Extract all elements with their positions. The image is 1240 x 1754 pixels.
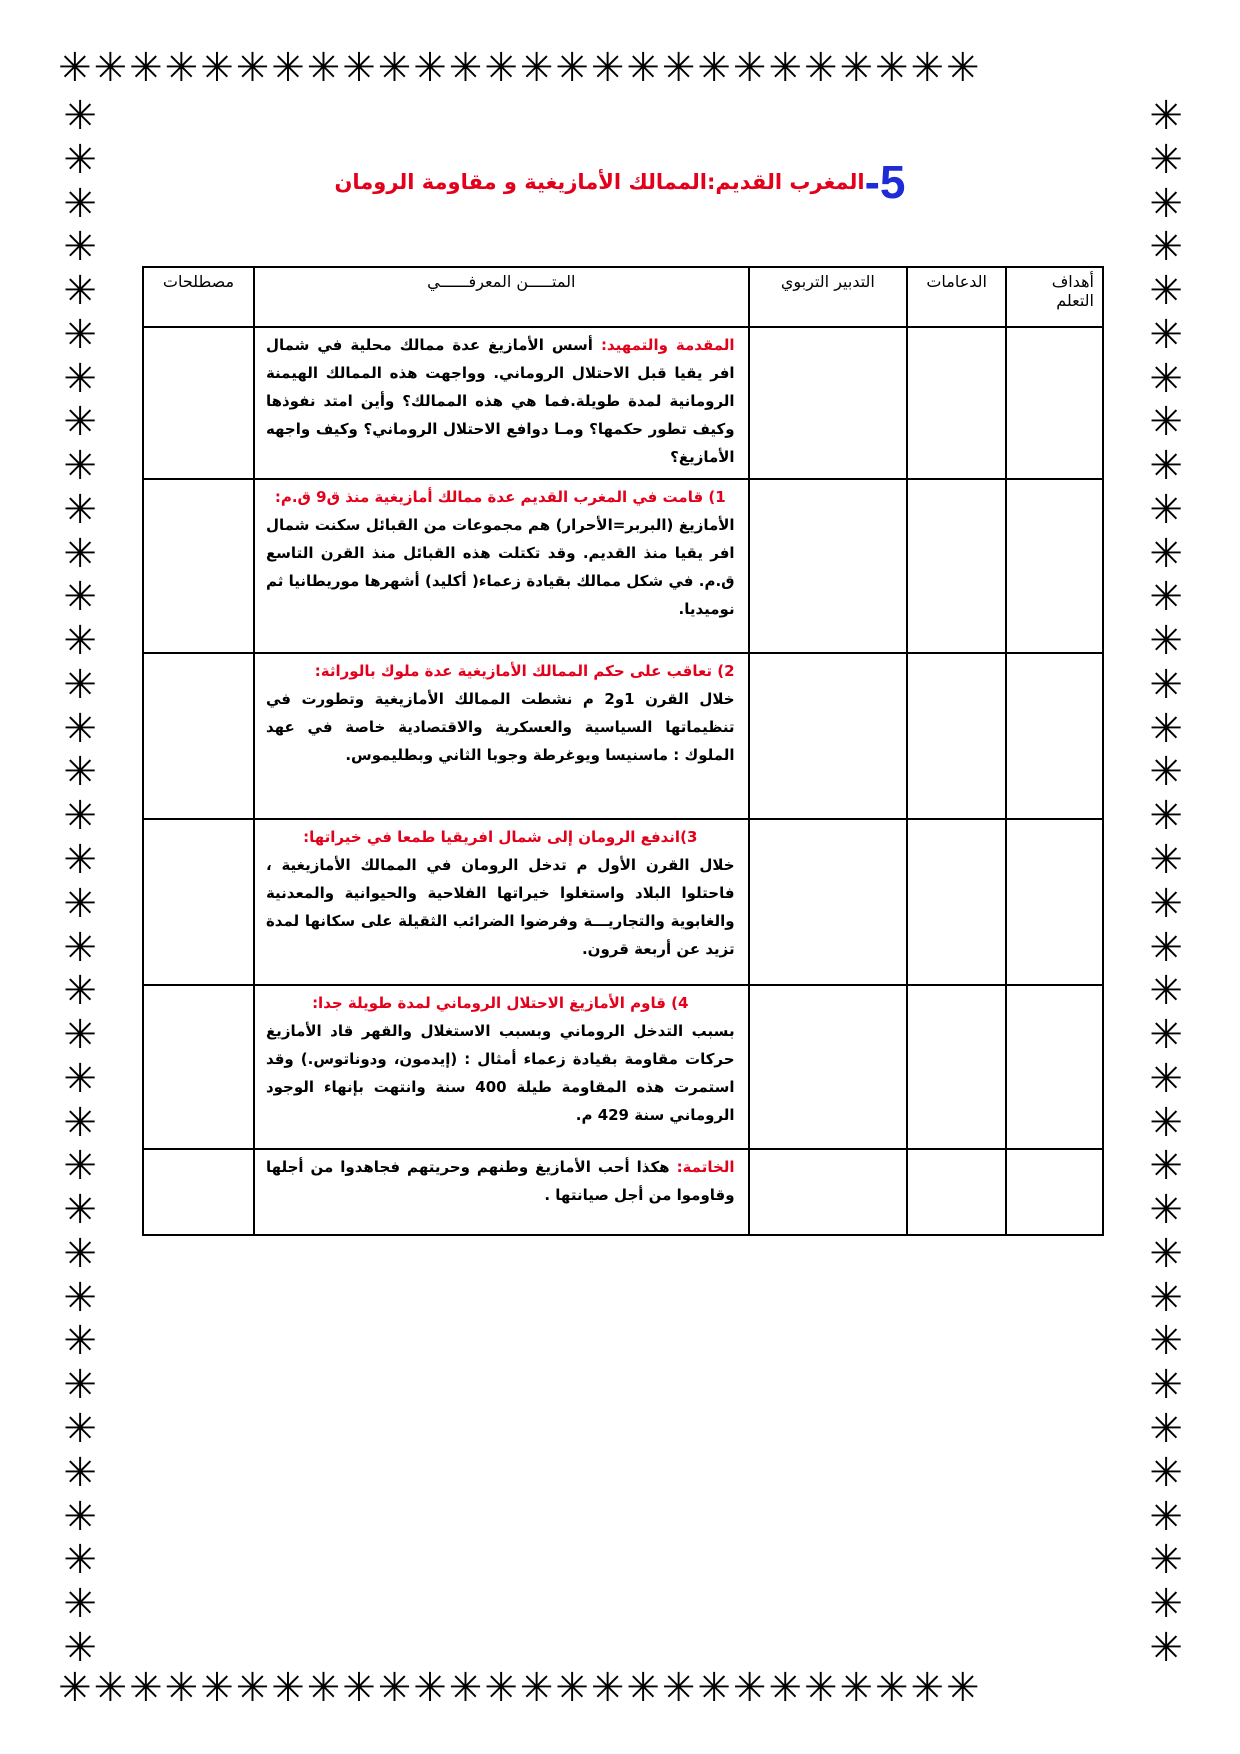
goals-cell — [1006, 653, 1103, 819]
border-star-icon: ✳ — [63, 1055, 97, 1102]
border-star-icon: ✳ — [1149, 1143, 1183, 1190]
border-star-icon: ✳ — [1149, 1055, 1183, 1102]
management-cell — [749, 1149, 908, 1235]
border-star-icon: ✳ — [63, 1012, 97, 1059]
terms-cell — [143, 653, 254, 819]
table-row — [143, 653, 1103, 819]
border-star-icon: ✳ — [63, 96, 97, 139]
knowledge-cell — [254, 819, 749, 985]
header-management: التدبير التربوي — [749, 267, 908, 327]
management-cell — [749, 985, 908, 1149]
border-star-icon: ✳ — [1149, 1362, 1183, 1409]
border-star-icon: ✳ — [1149, 1012, 1183, 1059]
border-star-icon: ✳ — [63, 705, 97, 752]
border-star-icon: ✳ — [63, 837, 97, 884]
border-star-icon: ✳ — [63, 399, 97, 446]
border-star-icon: ✳ — [63, 1099, 97, 1146]
border-star-icon: ✳ — [1149, 399, 1183, 446]
border-top: ✳✳✳✳✳✳✳✳✳✳✳✳✳✳✳✳✳✳✳✳✳✳✳✳✳✳ — [58, 48, 982, 91]
border-star-icon: ✳ — [63, 224, 97, 271]
border-star-icon: ✳ — [63, 1581, 97, 1628]
border-star-icon: ✳ — [63, 749, 97, 796]
border-star-icon: ✳ — [63, 661, 97, 708]
border-star-icon: ✳ — [1149, 705, 1183, 752]
knowledge-cell — [254, 653, 749, 819]
border-star-icon: ✳ — [1149, 574, 1183, 621]
row-heading: 4) قاوم الأمازيغ الاحتلال الروماني لمدة طويلة جدا: — [312, 994, 689, 1012]
management-cell — [749, 327, 908, 479]
border-star-icon: ✳ — [63, 1362, 97, 1409]
goals-cell — [1006, 327, 1103, 479]
border-star-icon: ✳ — [63, 1274, 97, 1321]
border-star-icon: ✳ — [1149, 793, 1183, 840]
border-star-icon: ✳ — [63, 1187, 97, 1234]
header-knowledge: المتـــــن المعرفــــــي — [254, 267, 749, 327]
border-star-icon: ✳ — [1149, 1624, 1183, 1668]
row-body: هكذا أحب الأمازيغ وطنهم وحريتهم فجاهدوا من أجلها وقاوموا من أجل صيانتها . — [265, 1158, 735, 1204]
row-heading: 3)اندفع الرومان إلى شمال افريقيا طمعا في خيراتها: — [303, 828, 698, 846]
border-star-icon: ✳ — [63, 180, 97, 227]
border-star-icon: ✳ — [63, 1449, 97, 1496]
border-star-icon: ✳ — [1149, 1493, 1183, 1540]
border-star-icon: ✳ — [1149, 96, 1183, 139]
knowledge-cell — [254, 1149, 749, 1235]
border-star-icon: ✳ — [63, 1493, 97, 1540]
border-star-icon: ✳ — [63, 618, 97, 665]
border-star-icon: ✳ — [1149, 1405, 1183, 1452]
border-star-icon: ✳ — [1149, 968, 1183, 1015]
terms-cell — [143, 327, 254, 479]
border-star-icon: ✳ — [1149, 180, 1183, 227]
border-star-icon: ✳ — [1149, 618, 1183, 665]
supports-cell — [907, 985, 1006, 1149]
border-star-icon: ✳ — [1149, 1187, 1183, 1234]
lesson-table — [142, 266, 1104, 1236]
table-row — [143, 327, 1103, 479]
row-body: خلال القرن 1و2 م نشطت الممالك الأمازيغية وتطورت في تنظيماتها السياسية والعسكرية والاقتصادية خاصة في عهد الملوك : ماسنيسا ويوغرطة وجوبا الثاني وبطليموس. — [265, 690, 735, 764]
border-star-icon: ✳ — [63, 1624, 97, 1668]
goals-cell — [1006, 819, 1103, 985]
knowledge-cell — [254, 327, 749, 479]
border-star-icon: ✳ — [1149, 486, 1183, 533]
border-star-icon: ✳ — [1149, 1537, 1183, 1584]
border-star-icon: ✳ — [1149, 1099, 1183, 1146]
border-star-icon: ✳ — [1149, 136, 1183, 183]
goals-cell — [1006, 479, 1103, 653]
border-star-icon: ✳ — [63, 355, 97, 402]
border-star-icon: ✳ — [63, 530, 97, 577]
table-row — [143, 479, 1103, 653]
row-body: بسبب التدخل الروماني وبسبب الاستغلال والقهر قاد الأمازيغ حركات مقاومة بقيادة زعماء أمثال : (إيدمون، ودوناتوس.) وقد استمرت هذه المقاومة طيلة 400 سنة وانتهت بإنهاء الوجود الروماني سنة 429 م. — [265, 1022, 735, 1124]
border-bottom: ✳✳✳✳✳✳✳✳✳✳✳✳✳✳✳✳✳✳✳✳✳✳✳✳✳✳ — [58, 1668, 982, 1711]
border-star-icon: ✳ — [63, 268, 97, 315]
supports-cell — [907, 819, 1006, 985]
border-star-icon: ✳ — [1149, 355, 1183, 402]
border-star-icon: ✳ — [1149, 311, 1183, 358]
border-star-icon: ✳ — [1149, 661, 1183, 708]
border-star-icon: ✳ — [1149, 749, 1183, 796]
border-star-icon: ✳ — [63, 880, 97, 927]
header-goals: أهداف التعلم — [1006, 267, 1103, 327]
goals-cell — [1006, 985, 1103, 1149]
border-star-icon: ✳ — [1149, 1230, 1183, 1277]
border-star-icon: ✳ — [1149, 1318, 1183, 1365]
border-star-icon: ✳ — [1149, 924, 1183, 971]
border-star-icon: ✳ — [63, 1537, 97, 1584]
page-title — [0, 155, 1240, 209]
row-body: خلال القرن الأول م تدخل الرومان في الممالك الأمازيغية ، فاحتلوا البلاد واستغلوا خيراتها الفلاحية والحيوانية والمعدنية والغابوية والتجاريـــة وفرضوا الضرائب الثقيلة على سكانها لمدة تزيد عن أربعة قرون. — [265, 856, 735, 958]
knowledge-cell — [254, 479, 749, 653]
row-heading: المقدمة والتمهيد: — [600, 336, 735, 354]
row-body: الأمازيغ (البربر=الأحرار) هم مجموعات من القبائل سكنت شمال افر يقيا منذ القديم. وقد تكتلت هذه القبائل منذ القرن التاسع ق.م. في شكل ممالك بقيادة زعماء( أكليد) أشهرها موريطانيا ثم نوميديا. — [265, 516, 735, 618]
row-body: أسس الأمازيغ عدة ممالك محلية في شمال افر يقيا قبل الاحتلال الروماني. وواجهت هذه الممالك الهيمنة الرومانية لمدة طويلة.فما هي هذه الممالك؟ وأين امتد نفوذها وكيف تطور حكمها؟ ومـا دوافع الاحتلال الروماني؟ وكيف واجهه الأمازيغ؟ — [265, 336, 735, 466]
border-star-icon: ✳ — [63, 574, 97, 621]
terms-cell — [143, 1149, 254, 1235]
border-star-icon: ✳ — [1149, 1449, 1183, 1496]
terms-cell — [143, 985, 254, 1149]
terms-cell — [143, 479, 254, 653]
border-star-icon: ✳ — [1149, 530, 1183, 577]
row-heading: الخاتمة: — [676, 1158, 735, 1176]
border-star-icon: ✳ — [1149, 837, 1183, 884]
border-star-icon: ✳ — [1149, 443, 1183, 490]
table-row — [143, 819, 1103, 985]
border-star-icon: ✳ — [63, 311, 97, 358]
border-star-icon: ✳ — [63, 1318, 97, 1365]
border-star-icon: ✳ — [1149, 1581, 1183, 1628]
border-star-icon: ✳ — [1149, 224, 1183, 271]
supports-cell — [907, 653, 1006, 819]
lesson-title: المغرب القديم:الممالك الأمازيغية و مقاومة الرومان — [334, 170, 865, 194]
goals-cell — [1006, 1149, 1103, 1235]
border-star-icon: ✳ — [63, 443, 97, 490]
border-star-icon: ✳ — [63, 793, 97, 840]
border-star-icon: ✳ — [1149, 880, 1183, 927]
header-terms: مصطلحات — [143, 267, 254, 327]
border-star-icon: ✳ — [63, 136, 97, 183]
management-cell — [749, 653, 908, 819]
border-star-icon: ✳ — [63, 1230, 97, 1277]
terms-cell — [143, 819, 254, 985]
table-row — [143, 1149, 1103, 1235]
border-star-icon: ✳ — [63, 968, 97, 1015]
management-cell — [749, 819, 908, 985]
management-cell — [749, 479, 908, 653]
knowledge-cell — [254, 985, 749, 1149]
lesson-number: 5- — [864, 156, 906, 208]
row-heading: 1) قامت في المغرب القديم عدة ممالك أمازيغية منذ ق9 ق.م: — [274, 488, 726, 506]
border-star-icon: ✳ — [63, 486, 97, 533]
table-header-row — [143, 267, 1103, 327]
border-star-icon: ✳ — [1149, 268, 1183, 315]
row-heading: 2) تعاقب على حكم الممالك الأمازيغية عدة ملوك بالوراثة: — [314, 662, 735, 680]
border-star-icon: ✳ — [63, 1143, 97, 1190]
table-row — [143, 985, 1103, 1149]
supports-cell — [907, 479, 1006, 653]
border-left — [58, 96, 102, 1668]
border-right — [1144, 96, 1188, 1668]
border-star-icon: ✳ — [63, 924, 97, 971]
border-star-icon: ✳ — [63, 1405, 97, 1452]
supports-cell — [907, 327, 1006, 479]
supports-cell — [907, 1149, 1006, 1235]
border-star-icon: ✳ — [1149, 1274, 1183, 1321]
header-supports: الدعامات — [907, 267, 1006, 327]
